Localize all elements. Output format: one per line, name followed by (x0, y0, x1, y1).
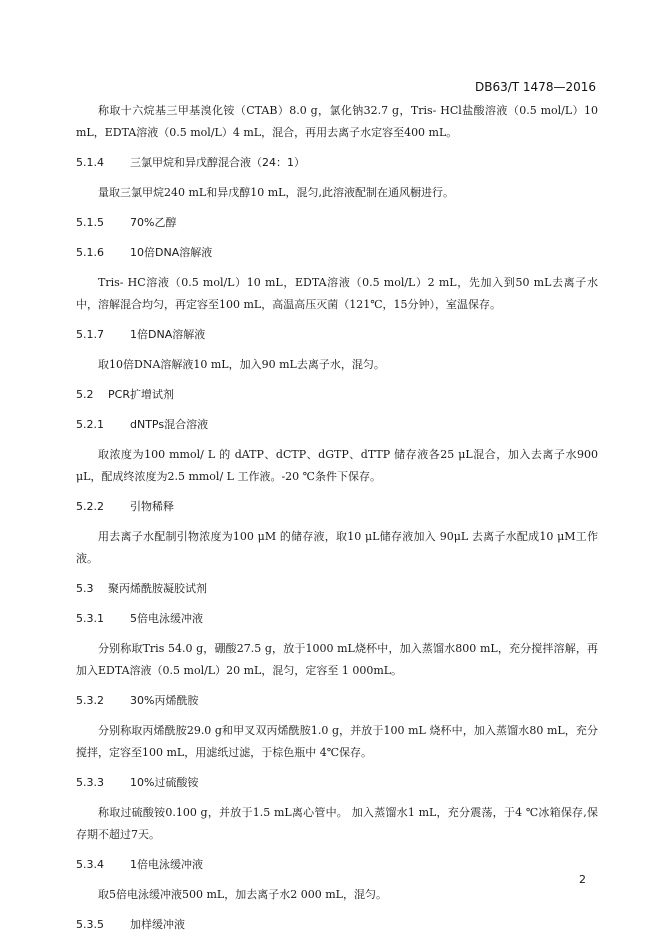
section-title: 引物稀释 (130, 500, 174, 513)
paragraph: 量取三氯甲烷240 mL和异戊醇10 mL，混匀,此溶液配制在通风橱进行。 (98, 186, 454, 199)
section-number: 5.2 (76, 388, 94, 401)
section-heading (76, 578, 598, 600)
section-number: 5.3.1 (76, 612, 104, 625)
paragraph: 称取十六烷基三甲基溴化铵（CTAB）8.0 g，氯化钠32.7 g，Tris- HCl盐酸溶液（0.5 mol/L）10 mL，EDTA溶液（0.5 mol/L）4 mL，混合，再用去离子水定容至400 mL。 (76, 104, 598, 139)
section-title: dNTPs混合溶液 (130, 418, 209, 431)
document-code-header: DB63/T 1478—2016 (474, 80, 596, 94)
section-heading (76, 772, 598, 794)
paragraph: 分别称取Tris 54.0 g，硼酸27.5 g，放于1000 mL烧杯中，加入蒸馏水800 mL，充分搅拌溶解，再加入EDTA溶液（0.5 mol/L）20 mL，混匀，定容至 1 000mL。 (76, 642, 598, 677)
section-number: 5.3.5 (76, 918, 104, 931)
paragraph: 取5倍电泳缓冲液500 mL，加去离子水2 000 mL，混匀。 (98, 888, 387, 901)
section-title: 加样缓冲液 (130, 918, 185, 931)
paragraph: 用去离子水配制引物浓度为100 μM 的储存液，取10 μL储存液加入 90μL 去离子水配成10 μM工作液。 (76, 530, 598, 565)
section-title: 10%过硫酸铵 (130, 776, 199, 789)
paragraph: Tris- HC溶液（0.5 mol/L）10 mL，EDTA溶液（0.5 mol/L）2 mL，先加入到50 mL去离子水中，溶解混合均匀，再定容至100 mL，高温高压灭菌（121℃，15分钟），室温保存。 (76, 276, 598, 311)
section-heading (76, 690, 598, 712)
section-title: 聚丙烯酰胺凝胶试剂 (108, 582, 207, 595)
section-number: 5.3.4 (76, 858, 104, 871)
section-title: 1倍电泳缓冲液 (130, 858, 203, 871)
section-heading (76, 496, 598, 518)
section-title: 三氯甲烷和异戊醇混合液（24：1） (130, 156, 305, 169)
section-heading (76, 914, 598, 936)
section-title: 1倍DNA溶解液 (130, 328, 206, 341)
section-title: PCR扩增试剂 (108, 388, 174, 401)
section-heading (76, 854, 598, 876)
section-heading (76, 384, 598, 406)
section-title: 5倍电泳缓冲液 (130, 612, 203, 625)
paragraph: 分别称取丙烯酰胺29.0 g和甲叉双丙烯酰胺1.0 g，并放于100 mL 烧杯中，加入蒸馏水80 mL，充分搅拌，定容至100 mL，用滤纸过滤，于棕色瓶中 4℃保存。 (76, 724, 598, 759)
section-title: 30%丙烯酰胺 (130, 694, 199, 707)
section-title: 70%乙醇 (130, 216, 177, 229)
section-number: 5.1.5 (76, 216, 104, 229)
section-number: 5.3.3 (76, 776, 104, 789)
section-number: 5.2.1 (76, 418, 104, 431)
section-heading (76, 152, 598, 174)
page-number: 2 (579, 873, 586, 886)
section-number: 5.3 (76, 582, 94, 595)
section-number: 5.1.7 (76, 328, 104, 341)
section-heading (76, 608, 598, 630)
section-title: 10倍DNA溶解液 (130, 246, 213, 259)
section-heading (76, 414, 598, 436)
section-heading (76, 242, 598, 264)
section-number: 5.3.2 (76, 694, 104, 707)
paragraph: 取10倍DNA溶解液10 mL，加入90 mL去离子水，混匀。 (98, 358, 385, 371)
section-number: 5.1.4 (76, 156, 104, 169)
section-heading (76, 324, 598, 346)
section-number: 5.1.6 (76, 246, 104, 259)
section-heading (76, 212, 598, 234)
document-body (76, 100, 598, 944)
section-number: 5.2.2 (76, 500, 104, 513)
paragraph: 称取过硫酸铵0.100 g，并放于1.5 mL离心管中。 加入蒸馏水1 mL，充分震荡，于4 ℃冰箱保存,保存期不超过7天。 (76, 806, 598, 841)
paragraph: 取浓度为100 mmol/ L 的 dATP、dCTP、dGTP、dTTP 储存液各25 μL混合，加入去离子水900 μL，配成终浓度为2.5 mmol/ L 工作液。-20 ℃条件下保存。 (76, 448, 598, 483)
